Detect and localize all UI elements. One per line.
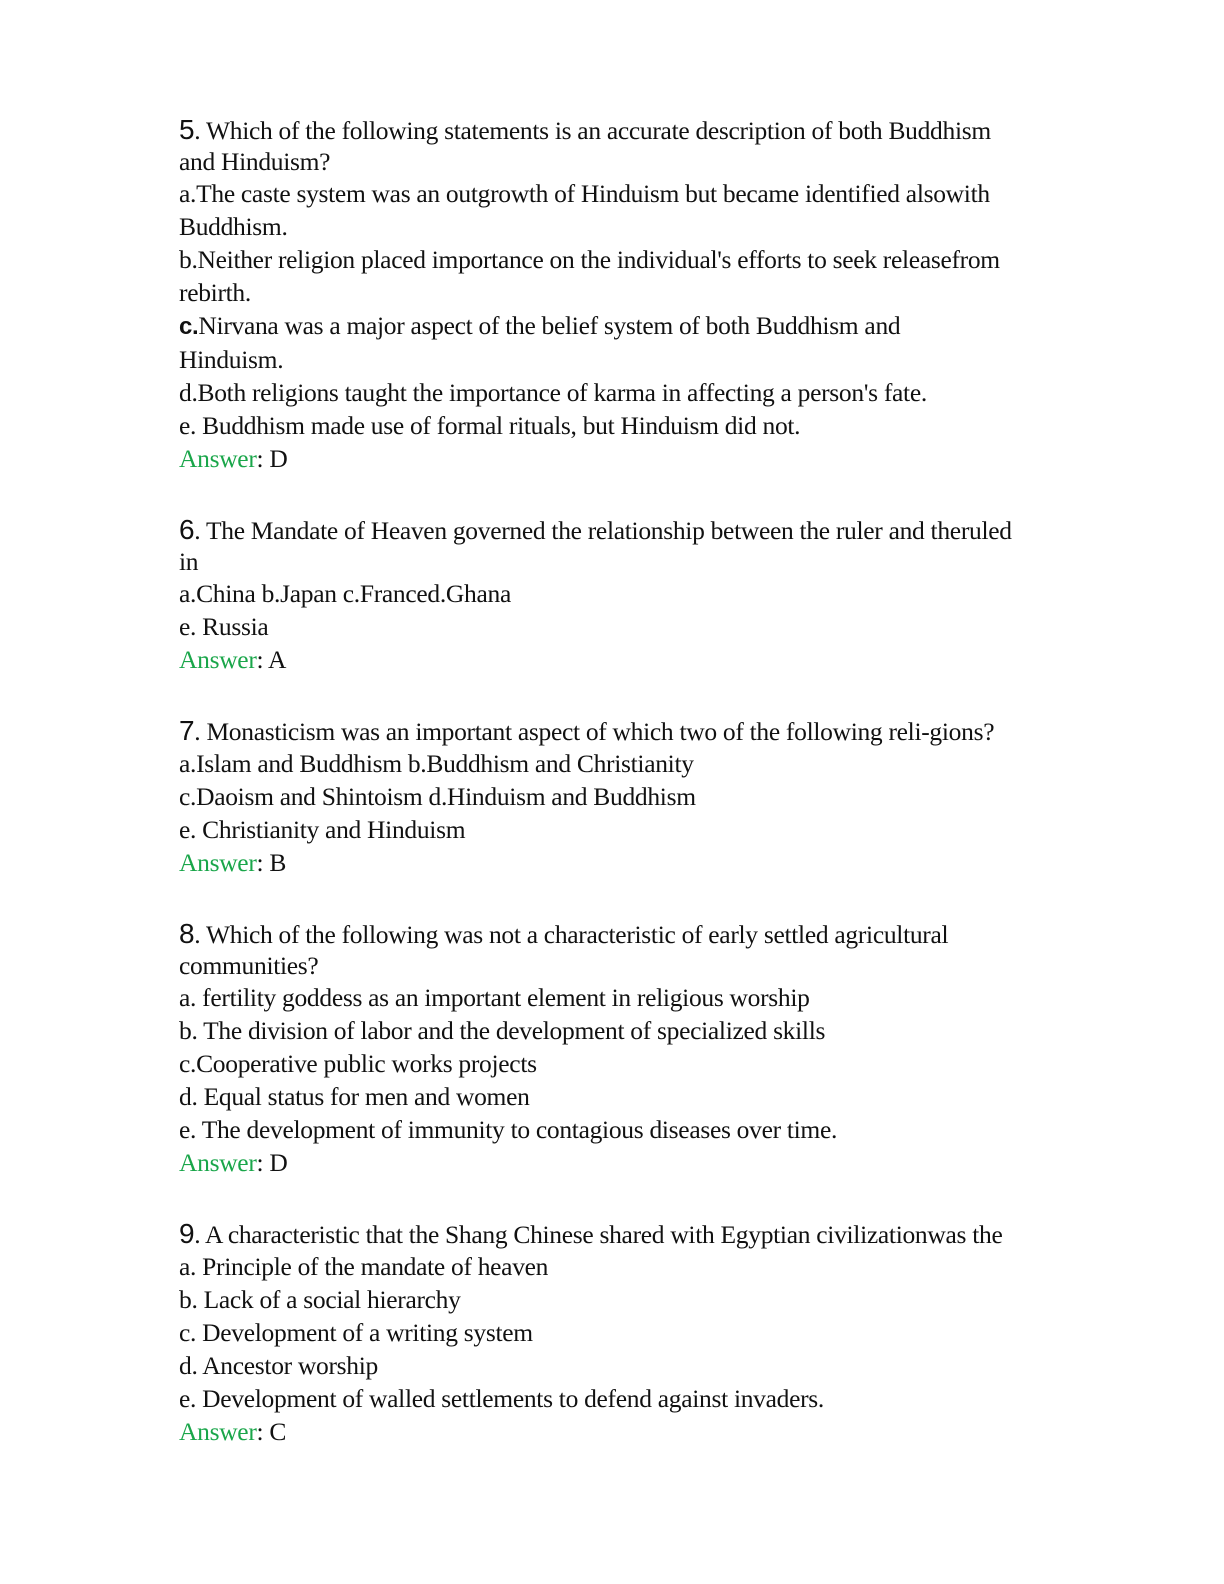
option-letter: c.	[179, 313, 199, 340]
question-number-separator: .	[194, 516, 206, 545]
option-text: d. Ancestor worship	[179, 1351, 378, 1380]
option-text: d.Both religions taught the importance of karma in affecting a person's fate.	[179, 378, 927, 407]
answer-value: : C	[256, 1417, 287, 1446]
option-text: e. The development of immunity to contagious diseases over time.	[179, 1115, 838, 1144]
answer-option-line	[179, 578, 1119, 610]
option-text: e. Development of walled settlements to defend against invaders.	[179, 1384, 825, 1413]
question-number-separator: .	[194, 717, 207, 746]
question-number-separator: .	[194, 1220, 206, 1249]
answer-option-line	[179, 611, 1119, 643]
option-text: b. The division of labor and the development of specialized skills	[179, 1016, 826, 1045]
answer-row	[179, 442, 1119, 476]
answer-value: : D	[256, 1148, 288, 1177]
option-text: Nirvana was a major aspect of the belief system of both Buddhism and	[198, 311, 901, 340]
question-stem-text: A characteristic that the Shang Chinese shared with Egyptian civilizationwas the	[205, 1220, 1003, 1249]
answer-option-line	[179, 344, 1119, 376]
option-text: e. Buddhism made use of formal rituals, but Hinduism did not.	[179, 411, 801, 440]
question-number: 9	[179, 1218, 195, 1249]
question-number: 5	[179, 114, 195, 145]
answer-option-line	[179, 377, 1119, 409]
question-stem-text: The Mandate of Heaven governed the relationship between the ruler and theruled	[205, 516, 1012, 545]
answer-option-line	[179, 1114, 1119, 1146]
option-text: e. Christianity and Hinduism	[179, 815, 466, 844]
option-text: b. Lack of a social hierarchy	[179, 1285, 461, 1314]
answer-option-line	[179, 244, 1119, 276]
question-stem-line	[179, 546, 1119, 577]
question-stem-line	[179, 918, 1119, 950]
question-stem-line	[179, 114, 1119, 146]
answer-row	[179, 643, 1119, 677]
answer-option-line	[179, 277, 1119, 309]
question-number: 6	[179, 514, 195, 545]
question-number-separator: .	[194, 116, 206, 145]
answer-label: Answer	[179, 848, 257, 877]
question-stem-text: and Hinduism?	[179, 147, 331, 176]
question-number-separator: .	[194, 920, 206, 949]
question-number: 7	[179, 715, 195, 746]
answer-label: Answer	[179, 645, 257, 674]
answer-option-line	[179, 1317, 1119, 1349]
answer-value: : A	[256, 645, 287, 674]
question-stem-text: Monasticism was an important aspect of which two of the following reli-gions?	[206, 717, 995, 746]
answer-label: Answer	[179, 1148, 257, 1177]
answer-label: Answer	[179, 444, 257, 473]
option-text: Buddhism.	[179, 212, 288, 241]
answer-option-line	[179, 814, 1119, 846]
option-text: a. fertility goddess as an important element in religious worship	[179, 983, 810, 1012]
option-text: c.Daoism and Shintoism d.Hinduism and Buddhism	[179, 782, 696, 811]
answer-option-line	[179, 1251, 1119, 1283]
answer-value: : D	[256, 444, 288, 473]
answer-option-line	[179, 410, 1119, 442]
answer-option-line	[179, 211, 1119, 243]
question-stem-text: communities?	[179, 951, 319, 980]
option-text: e. Russia	[179, 612, 269, 641]
option-text: rebirth.	[179, 278, 251, 307]
option-text: a. Principle of the mandate of heaven	[179, 1252, 549, 1281]
answer-option-line	[179, 1048, 1119, 1080]
question-stem-line	[179, 1218, 1119, 1250]
question-8	[179, 918, 1119, 1180]
question-7	[179, 715, 1119, 880]
option-text: c. Development of a writing system	[179, 1318, 533, 1347]
answer-row	[179, 1146, 1119, 1180]
answer-option-line	[179, 1383, 1119, 1415]
answer-option-line	[179, 310, 1119, 343]
option-text: d. Equal status for men and women	[179, 1082, 530, 1111]
question-stem-line	[179, 950, 1119, 981]
question-stem-line	[179, 715, 1119, 747]
answer-label: Answer	[179, 1417, 257, 1446]
question-5	[179, 114, 1119, 476]
answer-value: : B	[256, 848, 287, 877]
answer-option-line	[179, 748, 1119, 780]
option-text: b.Neither religion placed importance on the individual's efforts to seek releasefrom	[179, 245, 1000, 274]
option-text: a.The caste system was an outgrowth of Hinduism but became identified alsowith	[179, 179, 990, 208]
answer-option-line	[179, 178, 1119, 210]
option-text: Hinduism.	[179, 345, 284, 374]
question-9	[179, 1218, 1119, 1449]
answer-option-line	[179, 982, 1119, 1014]
question-6	[179, 514, 1119, 677]
question-stem-text: Which of the following statements is an accurate description of both Buddhism	[205, 116, 991, 145]
answer-option-line	[179, 1015, 1119, 1047]
question-number: 8	[179, 918, 195, 949]
answer-option-line	[179, 1081, 1119, 1113]
option-text: c.Cooperative public works projects	[179, 1049, 537, 1078]
answer-option-line	[179, 1284, 1119, 1316]
question-stem-line	[179, 514, 1119, 546]
question-stem-line	[179, 146, 1119, 177]
answer-row	[179, 1415, 1119, 1449]
question-stem-text: Which of the following was not a characteristic of early settled agricultural	[205, 920, 949, 949]
answer-option-line	[179, 781, 1119, 813]
question-stem-text: in	[179, 547, 199, 576]
answer-option-line	[179, 1350, 1119, 1382]
quiz-page	[179, 114, 1119, 1487]
option-text: a.China b.Japan c.Franced.Ghana	[179, 579, 511, 608]
answer-row	[179, 846, 1119, 880]
option-text: a.Islam and Buddhism b.Buddhism and Christianity	[179, 749, 694, 778]
